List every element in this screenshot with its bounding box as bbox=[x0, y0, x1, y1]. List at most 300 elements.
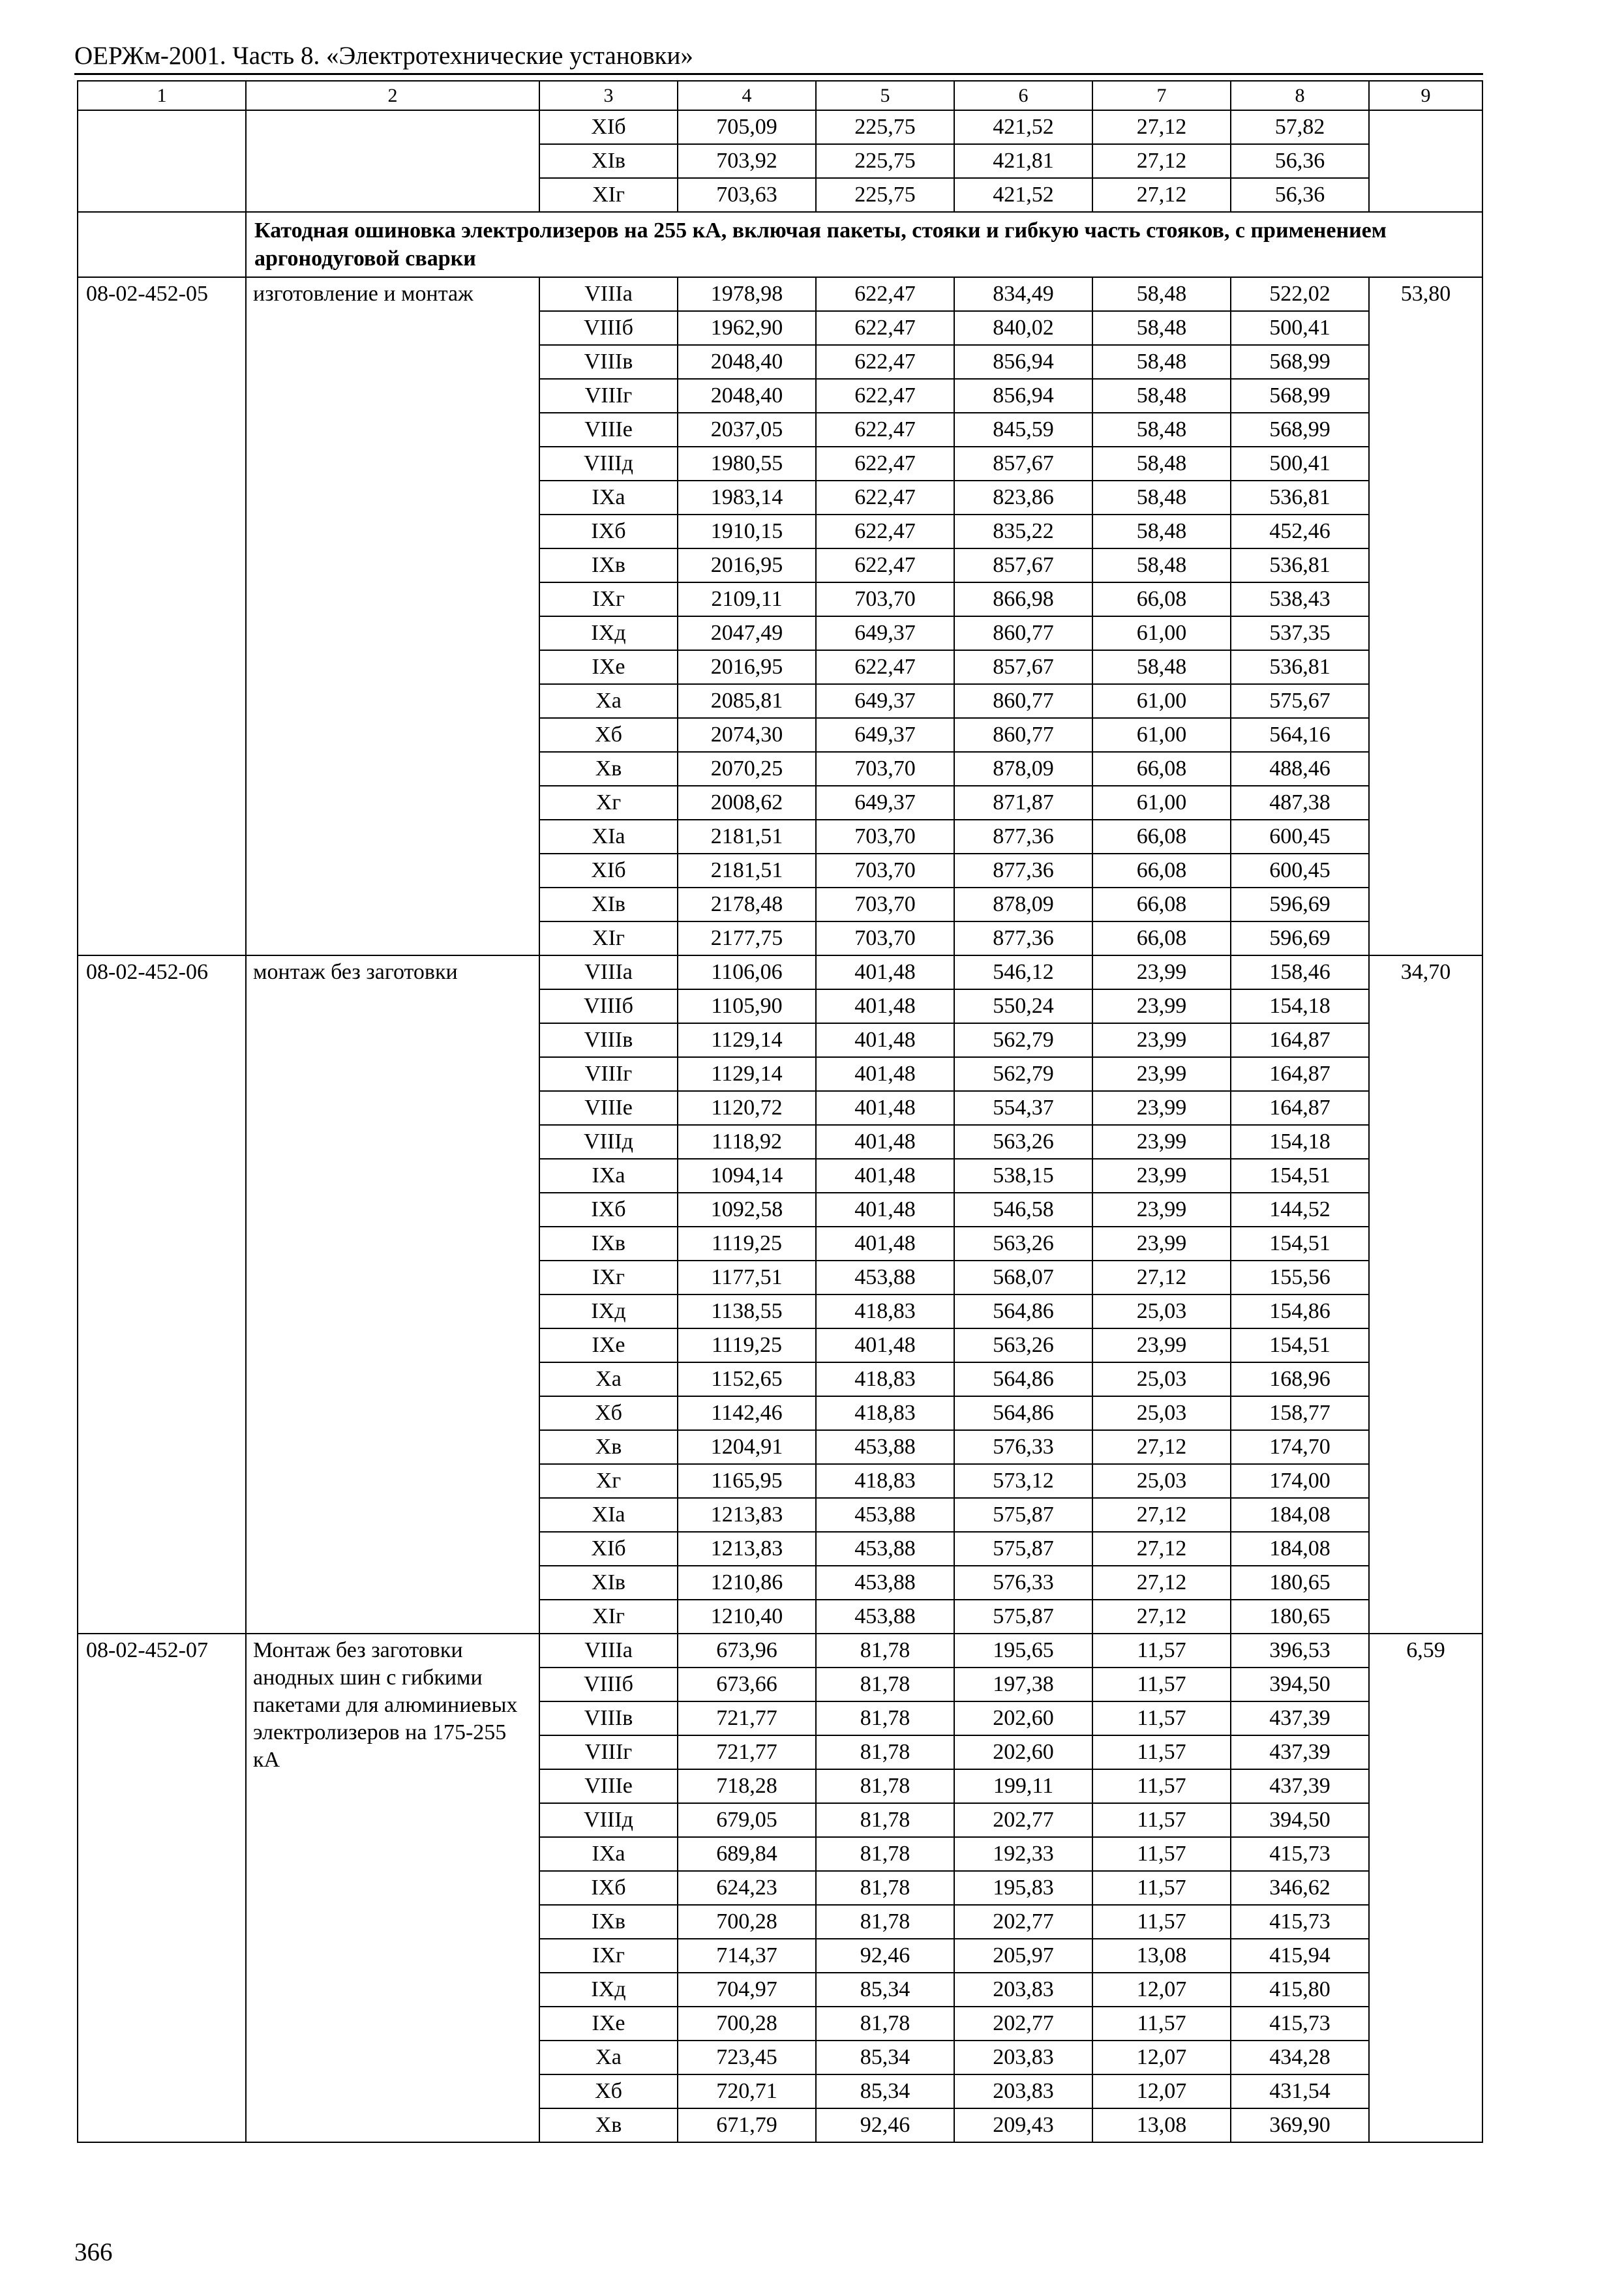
value-cell: 1120,72 bbox=[678, 1091, 816, 1125]
value-cell: 27,12 bbox=[1092, 110, 1231, 144]
value-cell: 536,81 bbox=[1231, 650, 1369, 684]
value-cell: 718,28 bbox=[678, 1769, 816, 1803]
zone-cell: VIIIв bbox=[539, 345, 678, 379]
value-cell: 2085,81 bbox=[678, 684, 816, 718]
zone-cell: VIIIг bbox=[539, 1735, 678, 1769]
column-number-cell: 1 bbox=[78, 81, 246, 110]
zone-cell: IXа bbox=[539, 1159, 678, 1193]
value-cell: 453,88 bbox=[816, 1261, 954, 1294]
value-cell: 624,23 bbox=[678, 1871, 816, 1905]
value-cell: 564,86 bbox=[954, 1396, 1092, 1430]
value-cell: 488,46 bbox=[1231, 752, 1369, 786]
value-cell: 180,65 bbox=[1231, 1600, 1369, 1634]
rates-table bbox=[77, 80, 1483, 2143]
zone-cell: XIб bbox=[539, 1532, 678, 1566]
value-cell: 202,77 bbox=[954, 1803, 1092, 1837]
value-cell: 195,83 bbox=[954, 1871, 1092, 1905]
value-cell: 834,49 bbox=[954, 277, 1092, 311]
value-cell: 649,37 bbox=[816, 786, 954, 820]
value-cell: 11,57 bbox=[1092, 1668, 1231, 1701]
value-cell: 12,07 bbox=[1092, 1973, 1231, 2007]
value-cell: 1204,91 bbox=[678, 1430, 816, 1464]
value-cell: 1210,40 bbox=[678, 1600, 816, 1634]
value-cell: 1910,15 bbox=[678, 515, 816, 548]
value-cell: 81,78 bbox=[816, 1837, 954, 1871]
value-cell: 563,26 bbox=[954, 1125, 1092, 1159]
zone-cell: VIIIе bbox=[539, 413, 678, 447]
value-cell: 1177,51 bbox=[678, 1261, 816, 1294]
value-cell: 1129,14 bbox=[678, 1023, 816, 1057]
value-cell: 437,39 bbox=[1231, 1701, 1369, 1735]
value-cell: 2070,25 bbox=[678, 752, 816, 786]
value-cell: 81,78 bbox=[816, 1634, 954, 1668]
value-cell: 202,60 bbox=[954, 1735, 1092, 1769]
value-cell: 622,47 bbox=[816, 515, 954, 548]
zone-cell: Xа bbox=[539, 2041, 678, 2074]
value-cell: 860,77 bbox=[954, 684, 1092, 718]
code-cell-empty bbox=[78, 110, 246, 212]
value-cell: 2109,11 bbox=[678, 582, 816, 616]
value-cell: 723,45 bbox=[678, 2041, 816, 2074]
zone-cell: XIа bbox=[539, 820, 678, 854]
value-cell: 622,47 bbox=[816, 548, 954, 582]
value-cell: 202,77 bbox=[954, 2007, 1092, 2041]
value-cell: 401,48 bbox=[816, 955, 954, 989]
value-cell: 703,92 bbox=[678, 144, 816, 178]
zone-cell: VIIIв bbox=[539, 1023, 678, 1057]
value-cell: 415,73 bbox=[1231, 2007, 1369, 2041]
value-cell: 154,51 bbox=[1231, 1328, 1369, 1362]
value-cell: 23,99 bbox=[1092, 1227, 1231, 1261]
rates-table-body bbox=[78, 81, 1482, 2142]
zone-cell: XIг bbox=[539, 1600, 678, 1634]
value-cell: 437,39 bbox=[1231, 1735, 1369, 1769]
zone-cell: XIг bbox=[539, 178, 678, 212]
value-cell: 158,46 bbox=[1231, 955, 1369, 989]
zone-cell: VIIIа bbox=[539, 277, 678, 311]
value-cell: 56,36 bbox=[1231, 178, 1369, 212]
value-cell: 2048,40 bbox=[678, 345, 816, 379]
zone-cell: Xа bbox=[539, 684, 678, 718]
zone-cell: VIIIд bbox=[539, 1125, 678, 1159]
value-cell: 437,39 bbox=[1231, 1769, 1369, 1803]
zone-cell: IXг bbox=[539, 582, 678, 616]
value-cell: 154,18 bbox=[1231, 1125, 1369, 1159]
value-cell: 418,83 bbox=[816, 1294, 954, 1328]
zone-cell: VIIIд bbox=[539, 1803, 678, 1837]
value-cell: 538,15 bbox=[954, 1159, 1092, 1193]
value-cell: 568,99 bbox=[1231, 379, 1369, 413]
value-cell: 56,36 bbox=[1231, 144, 1369, 178]
value-cell: 564,16 bbox=[1231, 718, 1369, 752]
value-cell: 174,70 bbox=[1231, 1430, 1369, 1464]
zone-cell: Xв bbox=[539, 2108, 678, 2142]
value-cell: 622,47 bbox=[816, 311, 954, 345]
rate-code: 08-02-452-07 bbox=[78, 1634, 246, 2142]
zone-cell: IXв bbox=[539, 1227, 678, 1261]
value-cell: 27,12 bbox=[1092, 144, 1231, 178]
value-cell: 81,78 bbox=[816, 1668, 954, 1701]
value-cell: 66,08 bbox=[1092, 921, 1231, 955]
value-cell: 202,77 bbox=[954, 1905, 1092, 1939]
value-cell: 203,83 bbox=[954, 2074, 1092, 2108]
value-cell: 418,83 bbox=[816, 1464, 954, 1498]
zone-cell: Xг bbox=[539, 786, 678, 820]
zone-cell: VIIIб bbox=[539, 311, 678, 345]
zone-cell: XIв bbox=[539, 144, 678, 178]
value-cell: 2008,62 bbox=[678, 786, 816, 820]
value-cell: 1983,14 bbox=[678, 481, 816, 515]
value-cell: 866,98 bbox=[954, 582, 1092, 616]
value-cell: 877,36 bbox=[954, 854, 1092, 888]
value-cell: 720,71 bbox=[678, 2074, 816, 2108]
zone-cell: IXе bbox=[539, 650, 678, 684]
value-cell: 823,86 bbox=[954, 481, 1092, 515]
zone-cell: VIIIа bbox=[539, 1634, 678, 1668]
value-cell: 575,87 bbox=[954, 1532, 1092, 1566]
value-cell: 2016,95 bbox=[678, 548, 816, 582]
value-cell: 2181,51 bbox=[678, 820, 816, 854]
zone-cell: XIб bbox=[539, 110, 678, 144]
value-cell: 452,46 bbox=[1231, 515, 1369, 548]
value-cell: 415,73 bbox=[1231, 1905, 1369, 1939]
zone-cell: XIв bbox=[539, 1566, 678, 1600]
value-cell: 418,83 bbox=[816, 1396, 954, 1430]
value-cell: 845,59 bbox=[954, 413, 1092, 447]
section-title: Катодная ошиновка электролизеров на 255 кА, включая пакеты, стояки и гибкую часть стояков, с применением аргонодуговой сварки bbox=[246, 212, 1482, 277]
column-number-row bbox=[78, 81, 1482, 110]
column-number-cell: 7 bbox=[1092, 81, 1231, 110]
value-cell: 453,88 bbox=[816, 1498, 954, 1532]
value-cell: 562,79 bbox=[954, 1023, 1092, 1057]
value-cell: 1092,58 bbox=[678, 1193, 816, 1227]
header-rule bbox=[74, 73, 1483, 75]
value-cell: 13,08 bbox=[1092, 2108, 1231, 2142]
value-cell: 703,70 bbox=[816, 752, 954, 786]
value-cell: 550,24 bbox=[954, 989, 1092, 1023]
value-cell: 58,48 bbox=[1092, 277, 1231, 311]
value-cell: 622,47 bbox=[816, 379, 954, 413]
value-cell: 203,83 bbox=[954, 1973, 1092, 2007]
value-cell: 164,87 bbox=[1231, 1057, 1369, 1091]
column-number-cell: 8 bbox=[1231, 81, 1369, 110]
value-cell: 25,03 bbox=[1092, 1362, 1231, 1396]
value-cell: 209,43 bbox=[954, 2108, 1092, 2142]
zone-cell: VIIIе bbox=[539, 1091, 678, 1125]
value-cell: 568,99 bbox=[1231, 345, 1369, 379]
value-cell: 23,99 bbox=[1092, 1159, 1231, 1193]
rate-name: изготовление и монтаж bbox=[246, 277, 539, 955]
value-cell: 195,65 bbox=[954, 1634, 1092, 1668]
value-cell: 1129,14 bbox=[678, 1057, 816, 1091]
zone-cell: VIIIд bbox=[539, 447, 678, 481]
value-cell: 225,75 bbox=[816, 178, 954, 212]
value-cell: 11,57 bbox=[1092, 2007, 1231, 2041]
zone-cell: IXе bbox=[539, 2007, 678, 2041]
value-cell: 401,48 bbox=[816, 1091, 954, 1125]
value-cell: 92,46 bbox=[816, 1939, 954, 1973]
value-cell: 1213,83 bbox=[678, 1532, 816, 1566]
value-cell: 622,47 bbox=[816, 345, 954, 379]
value-cell: 600,45 bbox=[1231, 820, 1369, 854]
value-cell: 575,87 bbox=[954, 1600, 1092, 1634]
zone-cell: VIIIе bbox=[539, 1769, 678, 1803]
value-cell: 421,81 bbox=[954, 144, 1092, 178]
value-cell: 622,47 bbox=[816, 413, 954, 447]
value-cell: 704,97 bbox=[678, 1973, 816, 2007]
value-cell: 158,77 bbox=[1231, 1396, 1369, 1430]
value-cell: 23,99 bbox=[1092, 1023, 1231, 1057]
value-cell: 703,70 bbox=[816, 582, 954, 616]
value-cell: 871,87 bbox=[954, 786, 1092, 820]
zone-cell: Xв bbox=[539, 752, 678, 786]
value-cell: 703,70 bbox=[816, 854, 954, 888]
value-cell: 61,00 bbox=[1092, 786, 1231, 820]
value-cell: 857,67 bbox=[954, 447, 1092, 481]
value-cell: 564,86 bbox=[954, 1362, 1092, 1396]
page-header-title: ОЕРЖм-2001. Часть 8. «Электротехнические установки» bbox=[74, 42, 693, 70]
zone-cell: IXд bbox=[539, 616, 678, 650]
column-number-cell: 5 bbox=[816, 81, 954, 110]
value-cell: 431,54 bbox=[1231, 2074, 1369, 2108]
value-cell: 164,87 bbox=[1231, 1091, 1369, 1125]
value-cell: 203,83 bbox=[954, 2041, 1092, 2074]
value-cell: 401,48 bbox=[816, 1125, 954, 1159]
value-cell: 877,36 bbox=[954, 820, 1092, 854]
zone-cell: VIIIб bbox=[539, 989, 678, 1023]
value-cell: 155,56 bbox=[1231, 1261, 1369, 1294]
value-cell: 568,07 bbox=[954, 1261, 1092, 1294]
value-cell: 58,48 bbox=[1092, 447, 1231, 481]
value-cell: 58,48 bbox=[1092, 650, 1231, 684]
value-cell: 369,90 bbox=[1231, 2108, 1369, 2142]
zone-cell: XIб bbox=[539, 854, 678, 888]
value-cell: 1978,98 bbox=[678, 277, 816, 311]
value-cell: 860,77 bbox=[954, 718, 1092, 752]
zone-cell: VIIIг bbox=[539, 1057, 678, 1091]
value-cell: 1094,14 bbox=[678, 1159, 816, 1193]
rate-total: 6,59 bbox=[1369, 1634, 1482, 2142]
value-cell: 857,67 bbox=[954, 650, 1092, 684]
value-cell: 23,99 bbox=[1092, 989, 1231, 1023]
value-cell: 1119,25 bbox=[678, 1328, 816, 1362]
value-cell: 23,99 bbox=[1092, 1125, 1231, 1159]
value-cell: 2048,40 bbox=[678, 379, 816, 413]
value-cell: 164,87 bbox=[1231, 1023, 1369, 1057]
value-cell: 576,33 bbox=[954, 1430, 1092, 1464]
value-cell: 81,78 bbox=[816, 1803, 954, 1837]
value-cell: 703,70 bbox=[816, 921, 954, 955]
value-cell: 401,48 bbox=[816, 1328, 954, 1362]
value-cell: 401,48 bbox=[816, 1057, 954, 1091]
zone-cell: VIIIб bbox=[539, 1668, 678, 1701]
value-cell: 856,94 bbox=[954, 379, 1092, 413]
value-cell: 714,37 bbox=[678, 1939, 816, 1973]
zone-cell: XIв bbox=[539, 888, 678, 921]
rate-name: монтаж без заготовки bbox=[246, 955, 539, 1634]
value-cell: 58,48 bbox=[1092, 311, 1231, 345]
value-cell: 600,45 bbox=[1231, 854, 1369, 888]
value-cell: 61,00 bbox=[1092, 616, 1231, 650]
value-cell: 679,05 bbox=[678, 1803, 816, 1837]
rate-name: Монтаж без заготовки анодных шин с гибкими пакетами для алюминиевых электролизеров на 175-255 кА bbox=[246, 1634, 539, 2142]
value-cell: 396,53 bbox=[1231, 1634, 1369, 1668]
value-cell: 500,41 bbox=[1231, 311, 1369, 345]
value-cell: 12,07 bbox=[1092, 2041, 1231, 2074]
value-cell: 1105,90 bbox=[678, 989, 816, 1023]
value-cell: 144,52 bbox=[1231, 1193, 1369, 1227]
value-cell: 81,78 bbox=[816, 1701, 954, 1735]
value-cell: 154,18 bbox=[1231, 989, 1369, 1023]
value-cell: 11,57 bbox=[1092, 1701, 1231, 1735]
value-cell: 27,12 bbox=[1092, 1430, 1231, 1464]
value-cell: 860,77 bbox=[954, 616, 1092, 650]
value-cell: 700,28 bbox=[678, 2007, 816, 2041]
value-cell: 401,48 bbox=[816, 1159, 954, 1193]
zone-cell: IXа bbox=[539, 1837, 678, 1871]
zone-cell: Xб bbox=[539, 718, 678, 752]
value-cell: 11,57 bbox=[1092, 1735, 1231, 1769]
value-cell: 401,48 bbox=[816, 1023, 954, 1057]
value-cell: 453,88 bbox=[816, 1532, 954, 1566]
value-cell: 2177,75 bbox=[678, 921, 816, 955]
value-cell: 154,51 bbox=[1231, 1227, 1369, 1261]
value-cell: 1980,55 bbox=[678, 447, 816, 481]
value-cell: 689,84 bbox=[678, 1837, 816, 1871]
value-cell: 721,77 bbox=[678, 1735, 816, 1769]
value-cell: 622,47 bbox=[816, 447, 954, 481]
value-cell: 878,09 bbox=[954, 752, 1092, 786]
rate-total: 53,80 bbox=[1369, 277, 1482, 955]
value-cell: 23,99 bbox=[1092, 1091, 1231, 1125]
value-cell: 546,58 bbox=[954, 1193, 1092, 1227]
value-cell: 1106,06 bbox=[678, 955, 816, 989]
value-cell: 58,48 bbox=[1092, 481, 1231, 515]
value-cell: 2047,49 bbox=[678, 616, 816, 650]
value-cell: 184,08 bbox=[1231, 1532, 1369, 1566]
value-cell: 202,60 bbox=[954, 1701, 1092, 1735]
value-cell: 394,50 bbox=[1231, 1803, 1369, 1837]
value-cell: 576,33 bbox=[954, 1566, 1092, 1600]
value-cell: 564,86 bbox=[954, 1294, 1092, 1328]
value-cell: 11,57 bbox=[1092, 1634, 1231, 1668]
zone-cell: IXв bbox=[539, 548, 678, 582]
zone-cell: Xа bbox=[539, 1362, 678, 1396]
value-cell: 1165,95 bbox=[678, 1464, 816, 1498]
value-cell: 1152,65 bbox=[678, 1362, 816, 1396]
column-number-cell: 4 bbox=[678, 81, 816, 110]
zone-cell: VIIIв bbox=[539, 1701, 678, 1735]
value-cell: 27,12 bbox=[1092, 1261, 1231, 1294]
value-cell: 415,80 bbox=[1231, 1973, 1369, 2007]
value-cell: 61,00 bbox=[1092, 684, 1231, 718]
value-cell: 1142,46 bbox=[678, 1396, 816, 1430]
zone-cell: XIг bbox=[539, 921, 678, 955]
value-cell: 2016,95 bbox=[678, 650, 816, 684]
value-cell: 168,96 bbox=[1231, 1362, 1369, 1396]
value-cell: 622,47 bbox=[816, 277, 954, 311]
value-cell: 622,47 bbox=[816, 650, 954, 684]
value-cell: 23,99 bbox=[1092, 1193, 1231, 1227]
value-cell: 703,63 bbox=[678, 178, 816, 212]
value-cell: 563,26 bbox=[954, 1328, 1092, 1362]
value-cell: 522,02 bbox=[1231, 277, 1369, 311]
value-cell: 184,08 bbox=[1231, 1498, 1369, 1532]
value-cell: 81,78 bbox=[816, 1735, 954, 1769]
zone-cell: VIIIа bbox=[539, 955, 678, 989]
value-cell: 673,96 bbox=[678, 1634, 816, 1668]
value-cell: 66,08 bbox=[1092, 752, 1231, 786]
value-cell: 2037,05 bbox=[678, 413, 816, 447]
value-cell: 66,08 bbox=[1092, 854, 1231, 888]
value-cell: 58,48 bbox=[1092, 515, 1231, 548]
value-cell: 81,78 bbox=[816, 1769, 954, 1803]
value-cell: 180,65 bbox=[1231, 1566, 1369, 1600]
value-cell: 85,34 bbox=[816, 1973, 954, 2007]
value-cell: 835,22 bbox=[954, 515, 1092, 548]
value-cell: 27,12 bbox=[1092, 1498, 1231, 1532]
value-cell: 575,87 bbox=[954, 1498, 1092, 1532]
value-cell: 573,12 bbox=[954, 1464, 1092, 1498]
value-cell: 2178,48 bbox=[678, 888, 816, 921]
value-cell: 562,79 bbox=[954, 1057, 1092, 1091]
zone-cell: IXд bbox=[539, 1973, 678, 2007]
value-cell: 878,09 bbox=[954, 888, 1092, 921]
value-cell: 1213,83 bbox=[678, 1498, 816, 1532]
value-cell: 1118,92 bbox=[678, 1125, 816, 1159]
value-cell: 596,69 bbox=[1231, 921, 1369, 955]
value-cell: 199,11 bbox=[954, 1769, 1092, 1803]
page-number: 366 bbox=[74, 2238, 113, 2266]
zone-cell: Xб bbox=[539, 2074, 678, 2108]
value-cell: 11,57 bbox=[1092, 1905, 1231, 1939]
value-cell: 415,94 bbox=[1231, 1939, 1369, 1973]
zone-cell: IXе bbox=[539, 1328, 678, 1362]
value-cell: 2074,30 bbox=[678, 718, 816, 752]
value-cell: 536,81 bbox=[1231, 548, 1369, 582]
zone-cell: IXг bbox=[539, 1261, 678, 1294]
value-cell: 546,12 bbox=[954, 955, 1092, 989]
value-cell: 554,37 bbox=[954, 1091, 1092, 1125]
value-cell: 649,37 bbox=[816, 684, 954, 718]
value-cell: 58,48 bbox=[1092, 379, 1231, 413]
value-cell: 11,57 bbox=[1092, 1871, 1231, 1905]
value-cell: 197,38 bbox=[954, 1668, 1092, 1701]
value-cell: 11,57 bbox=[1092, 1769, 1231, 1803]
value-cell: 81,78 bbox=[816, 2007, 954, 2041]
value-cell: 1962,90 bbox=[678, 311, 816, 345]
value-cell: 23,99 bbox=[1092, 1328, 1231, 1362]
value-cell: 23,99 bbox=[1092, 1057, 1231, 1091]
value-cell: 85,34 bbox=[816, 2041, 954, 2074]
value-cell: 401,48 bbox=[816, 989, 954, 1023]
value-cell: 721,77 bbox=[678, 1701, 816, 1735]
value-cell: 453,88 bbox=[816, 1430, 954, 1464]
value-cell: 346,62 bbox=[1231, 1871, 1369, 1905]
value-cell: 705,09 bbox=[678, 110, 816, 144]
value-cell: 700,28 bbox=[678, 1905, 816, 1939]
value-cell: 2181,51 bbox=[678, 854, 816, 888]
value-cell: 703,70 bbox=[816, 820, 954, 854]
section-title-row bbox=[78, 212, 1482, 277]
value-cell: 596,69 bbox=[1231, 888, 1369, 921]
value-cell: 537,35 bbox=[1231, 616, 1369, 650]
value-cell: 536,81 bbox=[1231, 481, 1369, 515]
last-cell-empty bbox=[1369, 110, 1482, 212]
value-cell: 487,38 bbox=[1231, 786, 1369, 820]
zone-cell: IXд bbox=[539, 1294, 678, 1328]
value-cell: 401,48 bbox=[816, 1227, 954, 1261]
